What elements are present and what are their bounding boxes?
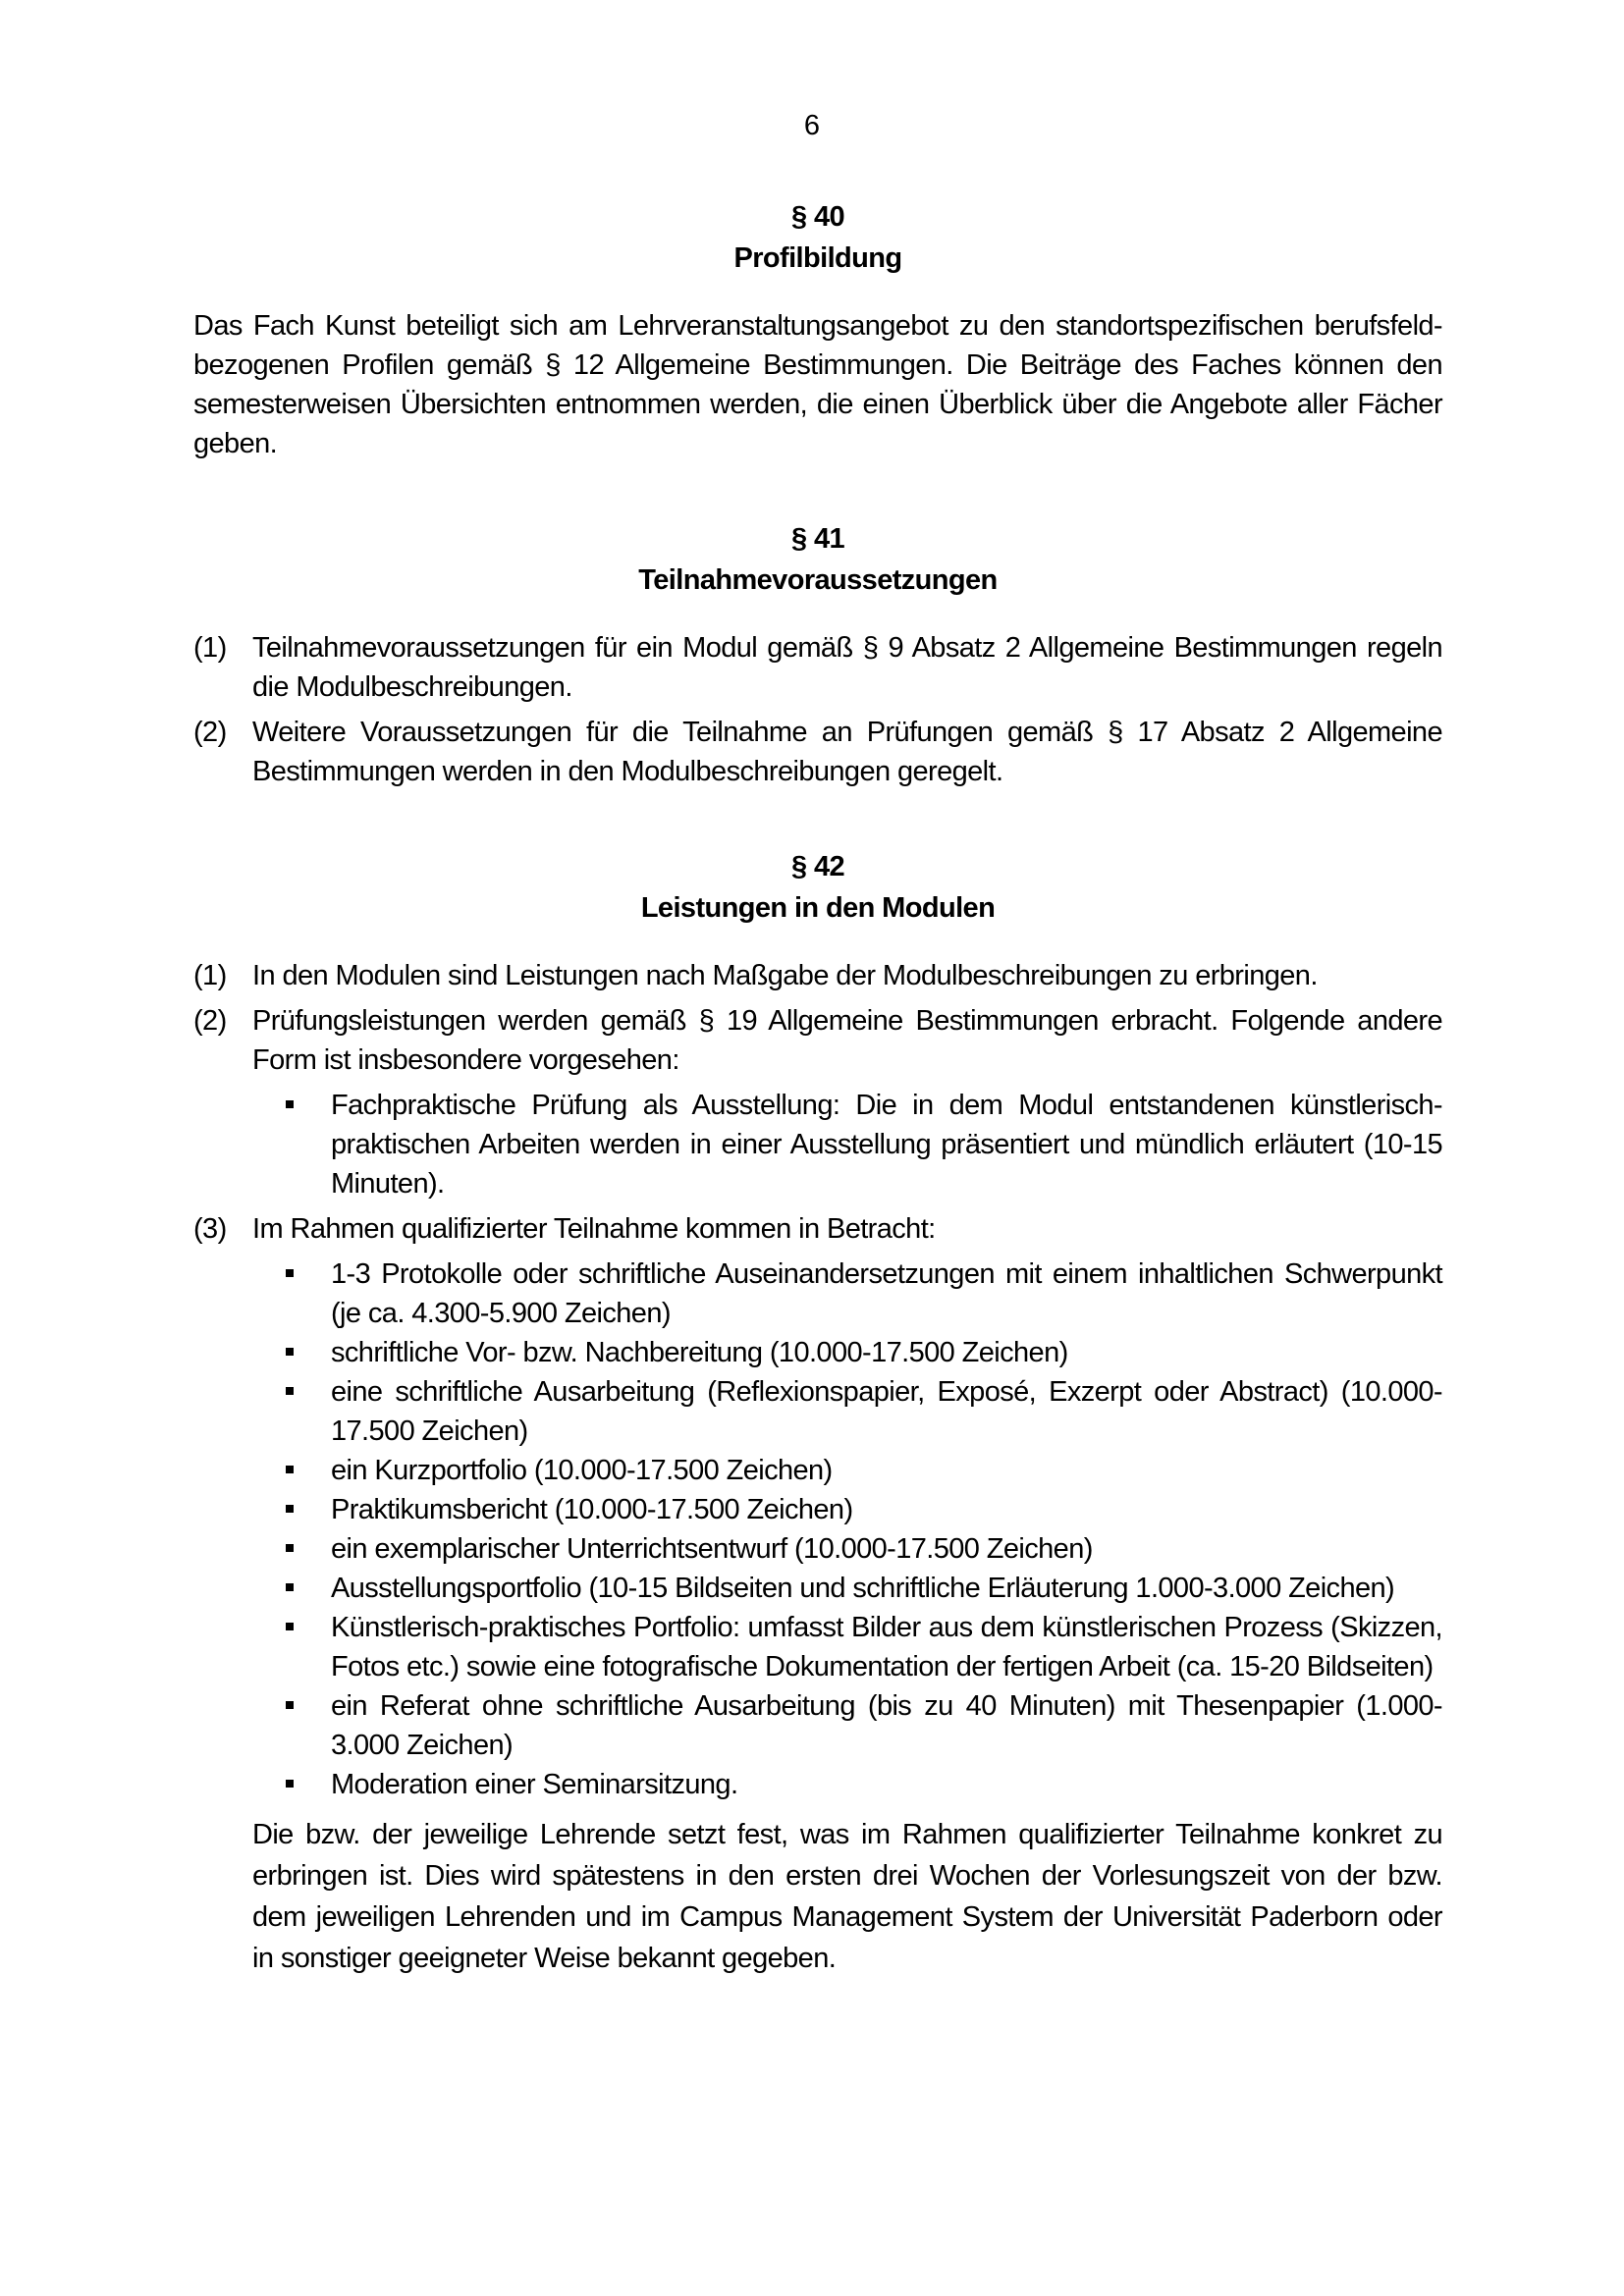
- item-text: Im Rahmen qualifizierter Teilnahme kommen in Betracht:: [252, 1213, 936, 1245]
- bullet-list: [252, 1086, 1442, 1203]
- item-body: [252, 1209, 1442, 1804]
- document-body: [193, 196, 1442, 1979]
- section-42-closing-paragraph: Die bzw. der jeweilige Lehrende setzt fest, was im Rahmen qualifizierter Teilnahme konkret zu erbringen ist. Dies wird spätestens in den ersten drei Wochen der Vorlesungszeit von der bzw. dem jeweiligen Lehrenden und im Campus Management System der Universität Paderborn oder in sonstiger geeigneter Weise bekannt gegeben.: [252, 1819, 1442, 1974]
- list-item-text: schriftliche Vor- bzw. Nachbereitung (10.000-17.500 Zeichen): [331, 1337, 1068, 1368]
- section-42-item-3: [193, 1209, 1442, 1804]
- square-bullet-icon: [252, 1372, 331, 1451]
- section-42-item-1: [193, 956, 1442, 995]
- section-number: § 41: [790, 523, 845, 555]
- section-41-heading: [193, 518, 1442, 601]
- list-item: [252, 1255, 1442, 1333]
- section-title: Teilnahmevoraussetzungen: [638, 564, 998, 596]
- square-bullet-icon: [252, 1765, 331, 1804]
- square-bullet-icon: [252, 1490, 331, 1529]
- section-40-heading: [193, 196, 1442, 279]
- square-bullet-icon: [252, 1608, 331, 1686]
- list-item-text: ein Kurzportfolio (10.000-17.500 Zeichen): [331, 1455, 833, 1486]
- list-item-text: Praktikumsbericht (10.000-17.500 Zeichen): [331, 1494, 853, 1525]
- square-bullet-icon: [252, 1255, 331, 1333]
- item-number: (2): [193, 717, 227, 748]
- bullet-list: [252, 1255, 1442, 1804]
- list-item: [252, 1765, 1442, 1804]
- list-item-text: Ausstellungsportfolio (10-15 Bildseiten und schriftliche Erläuterung 1.000-3.000 Zeichen): [331, 1573, 1395, 1604]
- list-item: [252, 1451, 1442, 1490]
- square-bullet-icon: [252, 1529, 331, 1569]
- item-number: (3): [193, 1213, 227, 1245]
- list-item-text: Fachpraktische Prüfung als Ausstellung: Die in dem Modul entstandenen künstlerisch-praktischen Arbeiten werden in einer Ausstellung präsentiert und mündlich erläutert (10-15 Minuten).: [331, 1090, 1442, 1200]
- item-text: Weitere Voraussetzungen für die Teilnahme an Prüfungen gemäß § 17 Absatz 2 Allgemeine Bestimmungen werden in den Modulbeschreibungen geregelt.: [252, 717, 1442, 787]
- section-41-item-2: [193, 713, 1442, 791]
- section-42-item-2: [193, 1001, 1442, 1203]
- list-item: [252, 1490, 1442, 1529]
- section-title: Leistungen in den Modulen: [640, 892, 996, 924]
- section-40-paragraph: Das Fach Kunst beteiligt sich am Lehrveranstaltungsangebot zu den standortspezifischen berufsfeld-bezogenen Profilen gemäß § 12 Allgemeine Bestimmungen. Die Beiträge des Faches können den semesterweisen Übersichten entnommen werden, die einen Überblick über die Angebote aller Fächer geben.: [193, 310, 1442, 459]
- item-number: (2): [193, 1005, 227, 1037]
- list-item-text: 1-3 Protokolle oder schriftliche Auseinandersetzungen mit einem inhaltlichen Schwerpunkt (je ca. 4.300-5.900 Zeichen): [331, 1258, 1442, 1329]
- list-item: [252, 1569, 1442, 1608]
- item-number: (1): [193, 632, 227, 664]
- square-bullet-icon: [252, 1086, 331, 1203]
- list-item: [252, 1529, 1442, 1569]
- list-item-text: Moderation einer Seminarsitzung.: [331, 1769, 738, 1800]
- item-text: Prüfungsleistungen werden gemäß § 19 Allgemeine Bestimmungen erbracht. Folgende andere Form ist insbesondere vorgesehen:: [252, 1005, 1442, 1076]
- section-number: § 42: [790, 851, 845, 882]
- list-item-text: ein Referat ohne schriftliche Ausarbeitung (bis zu 40 Minuten) mit Thesenpapier (1.000-3.000 Zeichen): [331, 1690, 1442, 1761]
- list-item: [252, 1086, 1442, 1203]
- list-item: [252, 1333, 1442, 1372]
- item-body: [252, 1001, 1442, 1203]
- square-bullet-icon: [252, 1333, 331, 1372]
- item-text: In den Modulen sind Leistungen nach Maßgabe der Modulbeschreibungen zu erbringen.: [252, 960, 1318, 991]
- square-bullet-icon: [252, 1686, 331, 1765]
- list-item-text: ein exemplarischer Unterrichtsentwurf (10.000-17.500 Zeichen): [331, 1533, 1093, 1565]
- section-number: § 40: [790, 201, 845, 233]
- list-item: [252, 1608, 1442, 1686]
- item-text: Teilnahmevoraussetzungen für ein Modul gemäß § 9 Absatz 2 Allgemeine Bestimmungen regeln die Modulbeschreibungen.: [252, 632, 1442, 703]
- item-number: (1): [193, 960, 227, 991]
- section-41-item-1: [193, 628, 1442, 707]
- square-bullet-icon: [252, 1451, 331, 1490]
- page-number: 6: [803, 110, 821, 141]
- list-item-text: eine schriftliche Ausarbeitung (Reflexionspapier, Exposé, Exzerpt oder Abstract) (10.000-17.500 Zeichen): [331, 1376, 1442, 1447]
- list-item: [252, 1372, 1442, 1451]
- square-bullet-icon: [252, 1569, 331, 1608]
- section-42-heading: [193, 846, 1442, 929]
- list-item-text: Künstlerisch-praktisches Portfolio: umfasst Bilder aus dem künstlerischen Prozess (Skizzen, Fotos etc.) sowie eine fotografische Dokumentation der fertigen Arbeit (ca. 15-20 Bildseiten): [331, 1612, 1442, 1682]
- section-title: Profilbildung: [733, 242, 902, 274]
- list-item: [252, 1686, 1442, 1765]
